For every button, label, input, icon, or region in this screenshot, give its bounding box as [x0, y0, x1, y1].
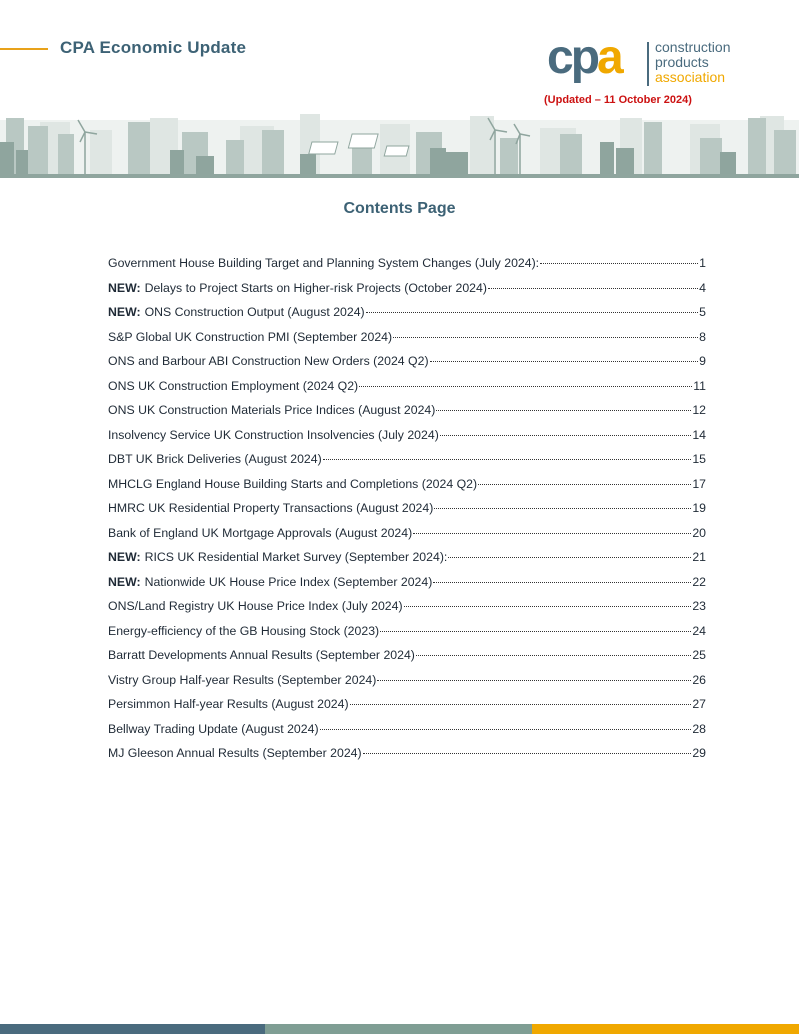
toc-page-number: 1: [699, 256, 706, 270]
toc-page-number: 28: [692, 721, 706, 736]
toc-leader-dots: [363, 753, 692, 754]
toc-entry-title: RICS UK Residential Market Survey (September 2024):: [144, 550, 448, 564]
footer-color-bar: [0, 1024, 799, 1034]
toc-page-number: 29: [692, 746, 706, 760]
toc-page-number: 12: [692, 403, 706, 417]
toc-entry[interactable]: [108, 330, 706, 355]
toc-entry-title: HMRC UK Residential Property Transactions (August 2024): [108, 501, 434, 515]
logo-letter-p: p: [570, 31, 598, 84]
toc-leader-dots: [404, 606, 692, 607]
toc-leader-dots: [430, 361, 699, 362]
toc-leader-dots: [366, 312, 699, 313]
logo-letter-a: a: [597, 31, 621, 84]
toc-page-number: 21: [692, 550, 706, 564]
logo-text: [655, 40, 730, 85]
toc-entry[interactable]: [108, 575, 706, 600]
toc-leader-dots: [380, 631, 691, 632]
toc-entry-title: Delays to Project Starts on Higher-risk Projects (October 2024): [144, 280, 487, 295]
toc-entry-title: Vistry Group Half-year Results (September 2024): [108, 672, 377, 687]
toc-entry[interactable]: [108, 281, 706, 306]
toc-leader-dots: [433, 582, 691, 583]
document-title: CPA Economic Update: [60, 38, 247, 57]
toc-entry-title: MHCLG England House Building Starts and Completions (2024 Q2): [108, 476, 478, 491]
toc-leader-dots: [436, 410, 691, 411]
toc-page-number: 5: [699, 305, 706, 319]
toc-page-number: 20: [692, 525, 706, 540]
toc-entry[interactable]: [108, 428, 706, 453]
toc-leader-dots: [434, 508, 691, 509]
toc-page-number: 14: [692, 427, 706, 442]
cpa-logo: [547, 31, 757, 94]
toc-leader-dots: [320, 729, 692, 730]
toc-page-number: 19: [692, 501, 706, 515]
toc-entry[interactable]: [108, 403, 706, 428]
toc-page-number: 27: [692, 697, 706, 711]
toc-page-number: 23: [692, 599, 706, 613]
toc-page-number: 11: [693, 378, 706, 393]
toc-entry[interactable]: [108, 305, 706, 330]
updated-date: (Updated – 11 October 2024): [544, 94, 692, 106]
toc-entry-title: Barratt Developments Annual Results (September 2024): [108, 648, 415, 662]
toc-entry[interactable]: [108, 722, 706, 747]
toc-entry-title: ONS/Land Registry UK House Price Index (July 2024): [108, 599, 403, 613]
toc-leader-dots: [359, 386, 692, 387]
toc-leader-dots: [416, 655, 691, 656]
footer-bar-segment: [532, 1024, 799, 1034]
logo-letter-c: c: [547, 31, 571, 84]
toc-entry-title: S&P Global UK Construction PMI (September 2024): [108, 329, 393, 344]
toc-page-number: 4: [699, 280, 706, 295]
toc-entry-title: Energy-efficiency of the GB Housing Stock (2023): [108, 623, 380, 638]
toc-entry[interactable]: [108, 697, 706, 722]
toc-page-number: 25: [692, 648, 706, 662]
contents-title: Contents Page: [343, 200, 456, 217]
toc-entry[interactable]: [108, 599, 706, 624]
toc-leader-dots: [350, 704, 692, 705]
footer-bar-segment: [0, 1024, 265, 1034]
toc-entry[interactable]: [108, 452, 706, 477]
new-label: NEW:: [108, 574, 141, 589]
logo-line-1: construction: [655, 39, 731, 55]
logo-line-2: products: [655, 54, 709, 70]
city-skyline-banner: [0, 112, 799, 178]
new-label: NEW:: [108, 280, 141, 295]
toc-page-number: 24: [692, 623, 706, 638]
toc-page-number: 15: [692, 452, 706, 466]
toc-leader-dots: [448, 557, 691, 558]
table-of-contents: [108, 256, 706, 771]
toc-entry-title: MJ Gleeson Annual Results (September 2024): [108, 746, 362, 760]
toc-leader-dots: [393, 337, 698, 338]
logo-divider: [647, 42, 649, 86]
toc-entry-title: ONS UK Construction Employment (2024 Q2): [108, 378, 359, 393]
toc-page-number: 9: [699, 354, 706, 368]
toc-entry-title: ONS UK Construction Materials Price Indices (August 2024): [108, 403, 436, 417]
header-accent-line: [0, 48, 48, 50]
toc-entry[interactable]: [108, 256, 706, 281]
toc-leader-dots: [540, 263, 698, 264]
logo-wordmark: [547, 30, 621, 85]
toc-page-number: 8: [699, 329, 706, 344]
toc-page-number: 22: [692, 574, 706, 589]
toc-entry-title: Persimmon Half-year Results (August 2024): [108, 697, 349, 711]
footer-bar-segment: [265, 1024, 532, 1034]
toc-entry-title: DBT UK Brick Deliveries (August 2024): [108, 452, 322, 466]
toc-entry-title: Insolvency Service UK Construction Insolvencies (July 2024): [108, 427, 439, 442]
toc-page-number: 17: [692, 476, 706, 491]
toc-leader-dots: [377, 680, 691, 681]
toc-entry-title: Bellway Trading Update (August 2024): [108, 721, 319, 736]
toc-entry-title: ONS Construction Output (August 2024): [144, 305, 365, 319]
toc-entry-title: ONS and Barbour ABI Construction New Orders (2024 Q2): [108, 354, 429, 368]
toc-entry[interactable]: [108, 379, 706, 404]
toc-entry[interactable]: [108, 550, 706, 575]
toc-entry-title: Nationwide UK House Price Index (September 2024): [144, 574, 433, 589]
toc-entry[interactable]: [108, 477, 706, 502]
toc-leader-dots: [440, 435, 692, 436]
toc-entry[interactable]: [108, 648, 706, 673]
new-label: NEW:: [108, 550, 141, 564]
toc-entry[interactable]: [108, 624, 706, 649]
toc-entry-title: Bank of England UK Mortgage Approvals (August 2024): [108, 525, 413, 540]
toc-entry[interactable]: [108, 673, 706, 698]
toc-entry[interactable]: [108, 526, 706, 551]
toc-leader-dots: [413, 533, 691, 534]
toc-leader-dots: [323, 459, 692, 460]
toc-leader-dots: [488, 288, 698, 289]
toc-entry-title: Government House Building Target and Planning System Changes (July 2024):: [108, 256, 540, 270]
new-label: NEW:: [108, 305, 141, 319]
toc-entry[interactable]: [108, 501, 706, 526]
toc-leader-dots: [478, 484, 691, 485]
toc-entry[interactable]: [108, 746, 706, 771]
logo-line-3: association: [655, 69, 726, 85]
toc-entry[interactable]: [108, 354, 706, 379]
toc-page-number: 26: [692, 672, 706, 687]
